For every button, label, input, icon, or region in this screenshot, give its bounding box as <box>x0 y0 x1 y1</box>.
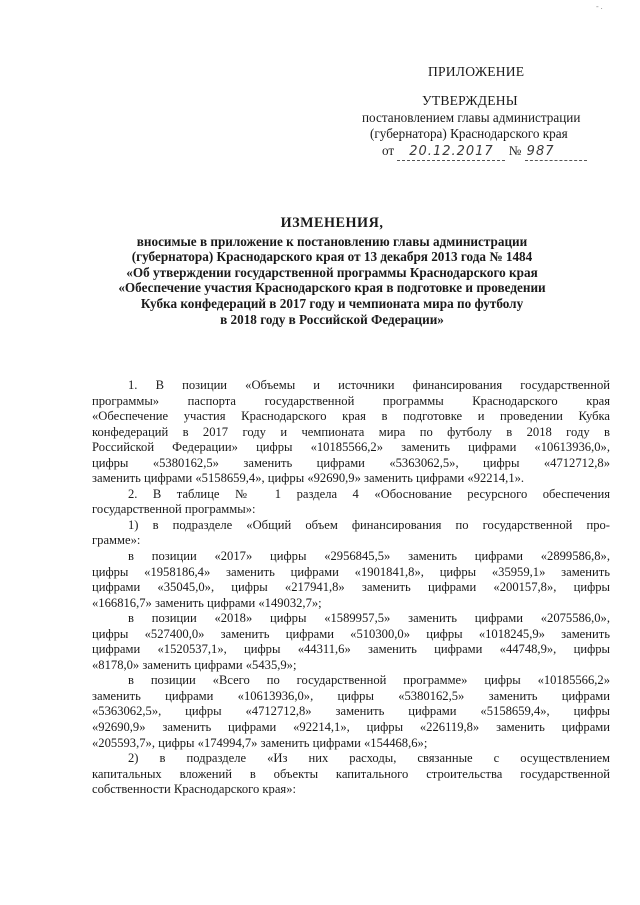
paragraph-6 <box>92 673 610 751</box>
body-line: цифры «527400,0» заменить цифрами «510300,0» цифры «1018245,9» заменить <box>92 626 610 641</box>
paragraph-3 <box>92 518 610 549</box>
handwritten-date: 20.12.2017 <box>397 144 505 161</box>
approval-block <box>362 64 612 161</box>
body-line: капитальных вложений в объекты капитального строительства государственной <box>92 766 610 781</box>
body-line: программы» паспорта государственной программы Краснодарского края <box>92 393 610 408</box>
body-line: цифры «5380162,5» заменить цифрами «5363062,5», цифры «4712712,8» <box>92 455 610 470</box>
body-line: 1) в подразделе «Общий объем финансирования по государственной про- <box>128 517 610 532</box>
title-line: «Об утверждении государственной программы Краснодарского края <box>126 264 538 280</box>
body-line: собственности Краснодарского края»: <box>92 782 297 797</box>
paragraph-1 <box>92 378 610 487</box>
title-line: вносимые в приложение к постановлению главы администрации <box>136 233 528 249</box>
paragraph-2 <box>92 487 610 518</box>
body-line: 1. В позиции «Объемы и источники финансирования государственной <box>128 378 610 392</box>
body-line: в позиции «2018» цифры «1589957,5» заменить цифрами «2075586,0», <box>128 611 610 626</box>
body-line: «8178,0» заменить цифрами «5435,9»; <box>92 657 297 672</box>
body-line: «205593,7», цифры «174994,7» заменить цифрами «154468,6»; <box>92 735 428 750</box>
document-title <box>100 216 564 327</box>
from-label: от <box>382 142 395 158</box>
body-line: цифрами «1520537,1», цифры «44311,6» заменить цифрами «44748,9», цифры <box>92 642 610 657</box>
body-line: грамме»: <box>92 533 141 548</box>
body-line: «5363062,5», цифры «4712712,8» заменить цифрами «5158659,4», цифры <box>92 704 610 719</box>
resolution-line-2: (губернатора) Краснодарского края <box>370 126 568 142</box>
body-line: заменить цифрами «10613936,0», цифры «5380162,5» заменить цифрами <box>92 688 610 703</box>
body-line: цифры «1958186,4» заменить цифрами «1901841,8», цифры «35959,1» заменить <box>92 564 610 579</box>
handwritten-number: 987 <box>525 144 587 161</box>
body-line: 2) в подразделе «Из них расходы, связанные с осуществлением <box>128 751 610 766</box>
title-heading: ИЗМЕНЕНИЯ, <box>280 215 384 231</box>
body-line: «Обеспечение участия Краснодарского края в подготовке и проведении Кубка <box>92 409 610 424</box>
appendix-label: ПРИЛОЖЕНИЕ <box>428 64 525 79</box>
body-line: в позиции «2017» цифры «2956845,5» заменить цифрами «2899586,8», <box>128 549 610 564</box>
title-line: «Обеспечение участия Краснодарского края в подготовке и проведении <box>118 280 546 296</box>
paragraph-4 <box>92 549 610 611</box>
approved-label: УТВЕРЖДЕНЫ <box>422 93 518 109</box>
body-line: «166816,7» заменить цифрами «149032,7»; <box>92 595 322 610</box>
body-line: цифрами «35045,0», цифры «217941,8» заменить цифрами «200157,8», цифры <box>92 580 610 595</box>
body-line: государственной программы»: <box>92 502 256 517</box>
title-line: (губернатора) Краснодарского края от 13 декабря 2013 года № 1484 <box>131 249 533 265</box>
body-line: «92690,9» заменить цифрами «92214,1», цифры «226119,8» заменить цифрами <box>92 720 610 735</box>
body-line: конфедераций в 2017 году и чемпионата мира по футболу в 2018 году в <box>92 424 610 439</box>
date-line <box>362 143 612 161</box>
paragraph-7 <box>92 751 610 798</box>
body-line: заменить цифрами «5158659,4», цифры «92690,9» заменить цифрами «92214,1». <box>92 471 525 486</box>
body-line: 2. В таблице № 1 раздела 4 «Обоснование ресурсного обеспечения <box>128 486 610 501</box>
title-line: Кубка конфедераций в 2017 году и чемпионата мира по футболу <box>140 295 524 311</box>
scan-corner-mark: - . <box>596 2 603 11</box>
document-body <box>92 378 610 798</box>
paragraph-5 <box>92 611 610 673</box>
title-line: в 2018 году в Российской Федерации» <box>220 311 444 327</box>
number-label: № <box>508 142 522 158</box>
body-line: в позиции «Всего по государственной программе» цифры «10185566,2» <box>128 673 610 688</box>
body-line: Российской Федерации» цифры «10185566,2» заменить цифрами «10613936,0», <box>92 440 610 455</box>
resolution-line-1: постановлением главы администрации <box>362 109 581 125</box>
